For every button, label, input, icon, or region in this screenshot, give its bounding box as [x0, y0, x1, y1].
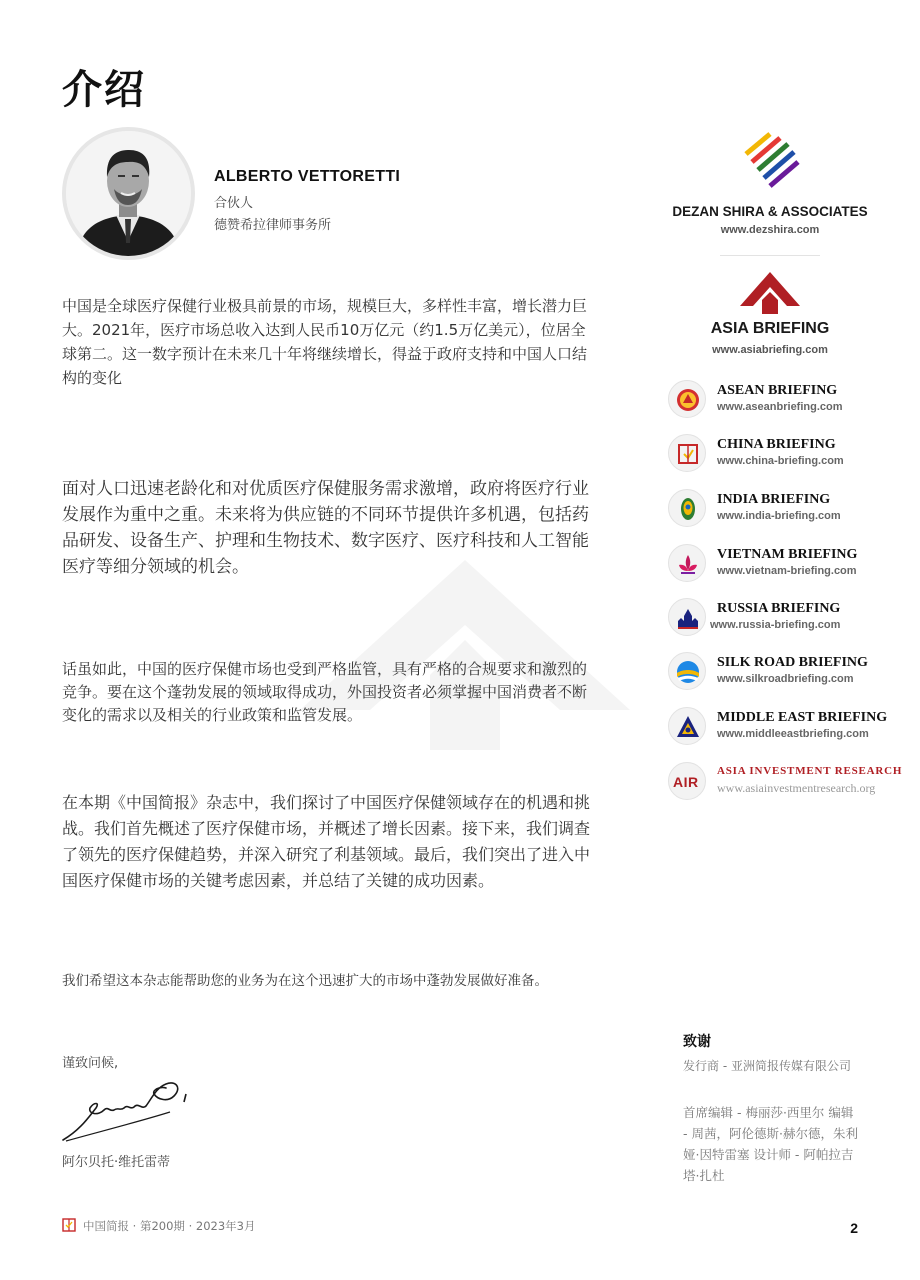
dezan-shira-name: DEZAN SHIRA & ASSOCIATES: [672, 204, 868, 219]
asia-briefing-name: ASIA BRIEFING: [710, 320, 830, 337]
briefing-url[interactable]: www.india-briefing.com: [717, 510, 841, 522]
briefing-url[interactable]: www.china-briefing.com: [717, 455, 844, 467]
briefing-name: MIDDLE EAST BRIEFING: [717, 710, 888, 725]
author-role: 合伙人: [214, 196, 254, 211]
asean-briefing-icon: [668, 380, 706, 418]
china-briefing-item[interactable]: [668, 434, 918, 474]
author-avatar: [62, 127, 195, 260]
briefing-name: INDIA BRIEFING: [717, 492, 831, 507]
briefing-url[interactable]: www.vietnam-briefing.com: [717, 565, 857, 577]
asia-briefing-url[interactable]: www.asiabriefing.com: [712, 344, 828, 356]
air-url[interactable]: www.asiainvestmentresearch.org: [717, 781, 876, 795]
briefing-url[interactable]: www.middleeastbriefing.com: [717, 728, 869, 740]
vietnam-briefing-icon: [668, 544, 706, 582]
intro-paragraph-3: 话虽如此，中国的医疗保健市场也受到严格监管，具有严格的合规要求和激烈的竞争。要在这个蓬勃发展的领域取得成功，外国投资者必须掌握中国消费者不断变化的需求以及相关的行业政策和监管发展。: [62, 660, 588, 724]
dezan-shira-url[interactable]: www.dezshira.com: [720, 224, 820, 236]
signer-name: 阿尔贝托·维托雷蒂: [62, 1155, 171, 1170]
briefing-name: CHINA BRIEFING: [717, 437, 836, 452]
acknowledgements-editors: 首席编辑 - 梅丽莎·西里尔 编辑 - 周茜，阿伦德斯·赫尔德，朱利娅·因特雷塞 设计师 - 阿帕拉吉塔·扎杜: [683, 1105, 858, 1183]
author-firm: 德赞希拉律师事务所: [214, 218, 332, 233]
india-briefing-item[interactable]: [668, 489, 918, 529]
acknowledgements-title: 致谢: [683, 1034, 711, 1050]
silk-road-briefing-item[interactable]: [668, 652, 918, 692]
intro-paragraph-1: 中国是全球医疗保健行业极具前景的市场，规模巨大，多样性丰富，增长潜力巨大。2021年，医疗市场总收入达到人民币10万亿元（约1.5万亿美元），位居全球第二。这一数字预计在未来几十年将继续增长，得益于政府支持和中国人口结构的变化: [62, 297, 588, 387]
intro-paragraph-5: 我们希望这本杂志能帮助您的业务为在这个迅速扩大的市场中蓬勃发展做好准备。: [62, 973, 548, 989]
page-number: 2: [850, 1220, 858, 1236]
signature: [58, 1074, 198, 1146]
dezan-shira-logo: [738, 132, 800, 190]
russia-briefing-item[interactable]: [668, 598, 918, 638]
intro-paragraph-4: 在本期《中国简报》杂志中，我们探讨了中国医疗保健领域存在的机遇和挑战。我们首先概述了医疗保健市场，并概述了增长因素。接下来，我们调查了领先的医疗保健趋势，并深入研究了利基领域。最后，我们突出了进入中国医疗保健市场的关键考虑因素，并总结了关键的成功因素。: [62, 793, 591, 890]
author-name: ALBERTO VETTORETTI: [214, 168, 401, 185]
silk-road-briefing-icon: [668, 652, 706, 690]
india-briefing-icon: [668, 489, 706, 527]
intro-paragraph-2: 面对人口迅速老龄化和对优质医疗保健服务需求激增，政府将医疗行业发展作为重中之重。未来将为供应链的不同环节提供许多机遇，包括药品研发、设备生产、护理和生物技术、数字医疗、医疗科技和人工智能医疗等细分领域的机会。: [62, 479, 589, 577]
china-briefing-icon: [668, 434, 706, 472]
vietnam-briefing-item[interactable]: [668, 544, 918, 584]
acknowledgements-publisher: 发行商 - 亚洲简报传媒有限公司: [683, 1059, 851, 1073]
china-briefing-footer-icon: [62, 1218, 76, 1232]
briefing-name: VIETNAM BRIEFING: [717, 547, 858, 562]
middle-east-briefing-item[interactable]: [668, 707, 918, 747]
asia-investment-research-item[interactable]: [668, 762, 918, 802]
briefing-url[interactable]: www.russia-briefing.com: [710, 619, 841, 631]
russia-briefing-icon: [668, 598, 706, 636]
air-name: ASIA INVESTMENT RESEARCH: [717, 765, 903, 777]
middle-east-briefing-icon: [668, 707, 706, 745]
briefing-name: ASEAN BRIEFING: [717, 383, 838, 398]
briefing-name: RUSSIA BRIEFING: [717, 601, 841, 616]
sidebar-divider: [720, 255, 820, 256]
air-logo-icon: [668, 762, 706, 800]
closing-salutation: 谨致问候,: [62, 1056, 119, 1071]
footer-issue-info: 中国简报 · 第200期 · 2023年3月: [83, 1219, 256, 1233]
briefing-url[interactable]: www.aseanbriefing.com: [717, 401, 843, 413]
asean-briefing-item[interactable]: [668, 380, 918, 420]
asia-briefing-logo: [740, 268, 800, 314]
air-mark: AIR: [673, 774, 699, 790]
briefing-name: SILK ROAD BRIEFING: [717, 655, 868, 670]
briefing-url[interactable]: www.silkroadbriefing.com: [717, 673, 854, 685]
page-title: 介绍: [62, 67, 146, 113]
